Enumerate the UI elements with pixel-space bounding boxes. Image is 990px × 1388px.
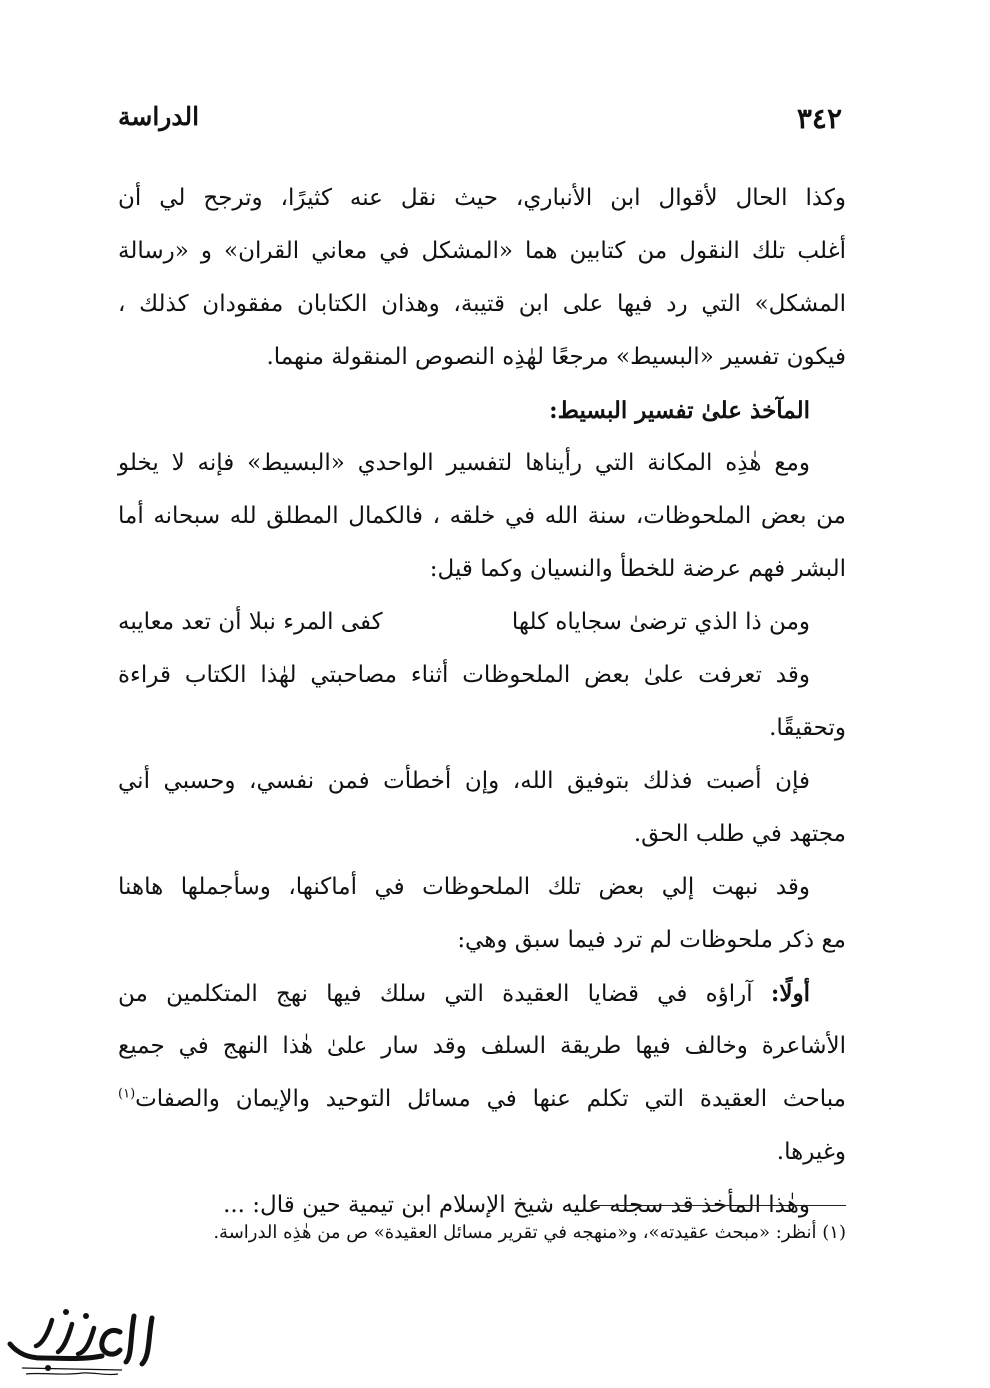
text-line: وكذا الحال لأقوال ابن الأنباري، حيث نقل عنه كثيرًا، وترجح لي أن [118,185,846,211]
text-line: وهٰذا المأخذ قد سجله عليه شيخ الإسلام ابن تيمية حين قال: ... [223,1192,810,1218]
footnote-marker[interactable]: (١) [118,1086,136,1102]
text-line: المشكل» التي رد فيها على ابن قتيبة، وهذان الكتابان مفقودان كذلك ، [118,291,846,317]
footnoted-text: مباحث العقيدة التي تكلم عنها في مسائل التوحيد والإيمان والصفات [135,1086,846,1112]
text-line: مجتهد في طلب الحق. [633,821,846,847]
section-heading: المآخذ علىٰ تفسير البسيط: [549,397,810,424]
text-line: البشر فهم عرضة للخطأ والنسيان وكما قيل: [429,556,846,582]
first-point-lead: أولًا: [770,980,810,1007]
first-point-text: آراؤه في قضايا العقيدة التي سلك فيها نهج المتكلمين من [118,981,753,1007]
text-line: الأشاعرة وخالف فيها طريقة السلف وقد سار علىٰ هٰذا النهج في جميع [118,1033,846,1059]
text-line: ومع هٰذِه المكانة التي رأيناها لتفسير الواحدي «البسيط» فإنه لا يخلو [118,450,810,476]
text-line: وقد نبهت إلي بعض تلك الملحوظات في أماكنها، وسأجملها هاهنا [118,874,810,900]
page-number: ٣٤٢ [796,102,842,135]
text-line: من بعض الملحوظات، سنة الله في خلقه ، فالكمال المطلق لله سبحانه أما [118,503,846,529]
text-line: فيكون تفسير «البسيط» مرجعًا لهٰذِه النصوص المنقولة منهما. [266,344,846,370]
verse-first-hemistich: ومن ذا الذي ترضىٰ سجاياه كلها [511,609,810,635]
text-line: مع ذكر ملحوظات لم ترد فيما سبق وهي: [457,927,846,953]
body-text [118,172,846,1232]
footnoted-line [118,1073,846,1126]
first-point-line [118,967,846,1020]
text-line: وغيرها. [776,1139,846,1165]
text-line: أغلب تلك النقول من كتابين هما «المشكل في معاني القران» و «رسالة [118,238,846,264]
text-line: فإن أصبت فذلك بتوفيق الله، وإن أخطأت فمن نفسي، وحسبي أني [118,768,810,794]
verse-second-hemistich: كفى المرء نبلا أن تعد معايبه [118,609,383,635]
text-line: وقد تعرفت علىٰ بعض الملحوظات أثناء مصاحبتي لهٰذا الكتاب قراءة [118,662,810,688]
running-title: الدراسة [118,102,200,131]
footnote: (١) أنظر: «مبحث عقيدته»، و«منهجه في تقرير مسائل العقيدة» ص من هٰذِه الدراسة. [213,1222,846,1243]
poetry-verse [118,596,846,649]
page-header [118,102,842,142]
footnote-divider [590,1205,846,1206]
calligraphy-watermark-logo [2,1298,162,1380]
text-line: وتحقيقًا. [769,715,846,741]
